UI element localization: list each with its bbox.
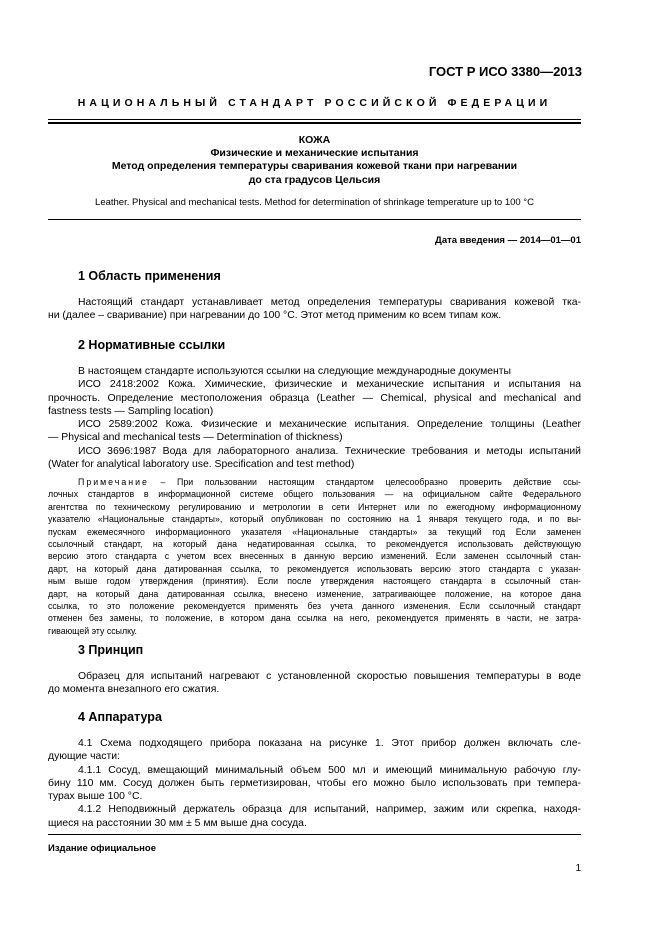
note-line: дарт, на который дана датированная ссылка, то рекомендуется использовать версию этого стандарта с указан- bbox=[48, 563, 581, 574]
text-line: В настоящем стандарте используются ссылки на следующие международные документы bbox=[78, 366, 511, 377]
national-standard-banner: НАЦИОНАЛЬНЫЙ СТАНДАРТ РОССИЙСКОЙ ФЕДЕРАЦИИ bbox=[77, 97, 552, 109]
edition-label: Издание официальное bbox=[48, 843, 156, 854]
title-line-4: до ста градусов Цельсия bbox=[248, 173, 381, 186]
text-line: 4.1.2 Неподвижный держатель образца для испытаний, например, зажим или скрепка, находя- bbox=[78, 804, 581, 816]
title-line-1: КОЖА bbox=[298, 134, 331, 146]
section-4-body bbox=[48, 737, 581, 830]
text-line: бину 110 мм. Сосуд должен быть герметизирован, чтобы его можно было использовать при темпера- bbox=[48, 777, 581, 789]
text-line: 4.1.1 Сосуд, вмещающий минимальный объем 500 мл и имеющий минимальную рабочую глу- bbox=[78, 764, 581, 776]
section-1-body bbox=[48, 296, 581, 323]
note-line: ссылка, то это положение рекомендуется применять без учета данного изменения. Если ссылочный стандарт bbox=[48, 601, 581, 612]
text-line: fastness tests — Sampling location) bbox=[48, 405, 214, 417]
text-line: щиеся на расстоянии 30 мм ± 5 мм выше дна сосуда. bbox=[48, 817, 307, 829]
note-line: отменен без замены, то положение, в котором дана ссылка на него, рекомендуется применять в части, не затра- bbox=[48, 613, 581, 624]
title-line-2: Физические и механические испытания bbox=[210, 147, 419, 160]
text-line: до момента внезапного его сжатия. bbox=[48, 684, 220, 696]
note-line: гивающей эту ссылку. bbox=[48, 625, 138, 636]
note-line: дарт, на который дана датированная ссылка, внесено изменение, затрагивающее положение, на которое дана bbox=[48, 588, 581, 599]
note-line: лочных стандартов в информационной системе общего пользования — на официальном сайте Федерального bbox=[48, 489, 581, 500]
title-rule bbox=[48, 219, 581, 220]
gost-number: ГОСТ Р ИСО 3380—2013 bbox=[428, 64, 582, 79]
section-2-body bbox=[48, 365, 581, 471]
page-number: 1 bbox=[575, 863, 581, 874]
text-line: — Physical and mechanical tests — Determination of thickness) bbox=[48, 432, 343, 444]
note-line bbox=[48, 476, 581, 488]
note-line: версию этого стандарта с учетом всех внесенных в данную версию изменений. Если заменен ссылочный стан- bbox=[48, 551, 581, 562]
note-line: пускам ежемесячного информационного указателя «Национальные стандарты» за текущий год Если заменен bbox=[48, 526, 581, 537]
note-text: – При пользовании настоящим стандартом целесообразно проверить действие ссы- bbox=[160, 477, 581, 487]
top-rule-thick bbox=[48, 122, 581, 124]
text-line: 4.1 Схема подходящего прибора показана на рисунке 1. Этот прибор должен включать сле- bbox=[78, 738, 581, 749]
section-3-heading: 3 Принцип bbox=[78, 643, 144, 657]
footer-rule bbox=[48, 834, 581, 835]
note-line: агентства по техническому регулированию и метрологии в сети Интернет или по ежегодному информационному bbox=[48, 501, 581, 512]
title-english: Leather. Physical and mechanical tests. Method for determination of shrinkage temperature up to 100 °C bbox=[95, 197, 534, 208]
title-line-3: Метод определения температуры сваривания кожевой ткани при нагревании bbox=[111, 160, 518, 173]
text-line: Образец для испытаний нагревают с установленной скоростью повышения температуры в воде bbox=[78, 671, 581, 682]
note-line: ссылочный стандарт, на который дана недатированная ссылка, то рекомендуется использовать действующую bbox=[48, 539, 581, 550]
top-rule-thin bbox=[48, 119, 581, 120]
normative-note bbox=[48, 476, 581, 637]
text-line: Настоящий стандарт устанавливает метод определения температуры сваривания кожевой тка- bbox=[78, 297, 581, 308]
text-line: дующие части: bbox=[48, 751, 120, 763]
text-line: ИСО 2418:2002 Кожа. Химические, физические и механические испытания и испытания на bbox=[78, 379, 581, 391]
section-1-heading: 1 Область применения bbox=[78, 269, 221, 283]
note-line: ным выше годом утверждения (принятия). Если после утверждения настоящего стандарта в ссылочный стан- bbox=[48, 576, 581, 587]
section-4-heading: 4 Аппаратура bbox=[78, 710, 162, 724]
note-label: Примечание bbox=[78, 477, 149, 487]
section-2-heading: 2 Нормативные ссылки bbox=[78, 338, 226, 352]
intro-date: Дата введения — 2014—01—01 bbox=[435, 235, 581, 246]
note-line: указателю «Национальные стандарты», который опубликован по состоянию на 1 января текущего года, и по вы- bbox=[48, 514, 581, 525]
text-line: (Water for analytical laboratory use. Specification and test method) bbox=[48, 459, 355, 471]
text-line: ИСО 3696:1987 Вода для лабораторного анализа. Технические требования и методы испытаний bbox=[78, 445, 581, 457]
text-line: ИСО 2589:2002 Кожа. Физические и механические испытания. Определение толщины (Leather bbox=[78, 419, 581, 431]
text-line: турах выше 100 °C. bbox=[48, 791, 143, 803]
section-3-body bbox=[48, 670, 581, 697]
text-line: ни (далее – сваривание) при нагревании до 100 °C. Этот метод применим ко всем типам кож. bbox=[48, 310, 502, 322]
document-title bbox=[48, 134, 581, 187]
text-line: прочность. Определение местоположения образца (Leather — Chemical, physical and mechanical and bbox=[48, 392, 581, 404]
